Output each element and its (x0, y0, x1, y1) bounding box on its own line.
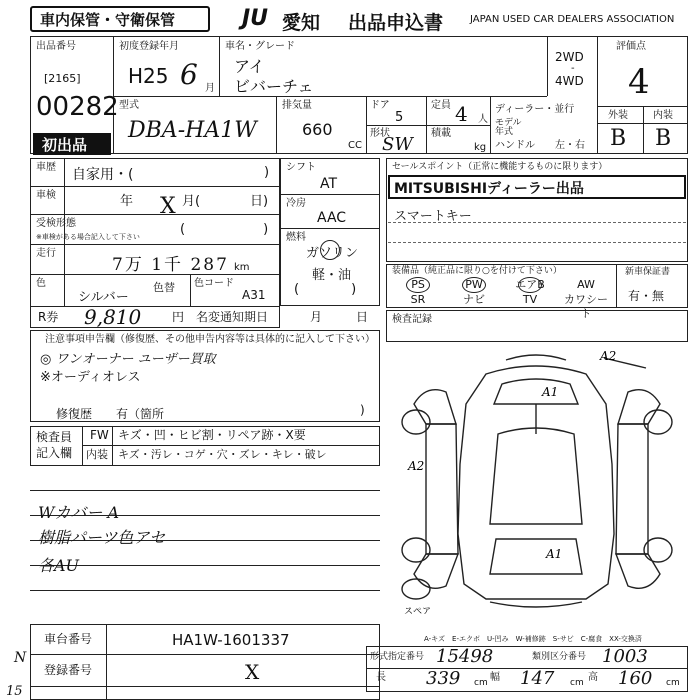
lot-number: 00282 (36, 92, 119, 122)
weight-unit: kg (474, 142, 487, 153)
equipment-item: ナビ (463, 293, 485, 306)
name-change-month: 月 (310, 310, 323, 324)
color-code-value: A31 (242, 288, 266, 302)
notes-line2: ※オーディオレス (40, 370, 141, 385)
interior-grade: B (655, 126, 672, 151)
equipment-item: SR (410, 293, 426, 306)
equipment-circle (462, 277, 486, 293)
registration-month: 6 (180, 58, 198, 91)
inspector-row2: キズ・汚レ・コゲ・穴・ズレ・キレ・破レ (118, 448, 327, 461)
score-label: 評価点 (616, 41, 646, 52)
history-frame (30, 158, 280, 328)
reg-label: 登録番号 (44, 663, 93, 677)
displacement-unit: CC (348, 140, 362, 151)
score-value: 4 (628, 62, 650, 102)
shape-value: SW (382, 134, 413, 155)
equipment-circle (518, 277, 542, 293)
mark-a2-top: A2 (600, 349, 617, 363)
color-change-label: 色替 (153, 281, 175, 294)
storage-badge-text: 車内保管・守衛保管 (40, 11, 176, 29)
chassis-label: 車台番号 (44, 632, 93, 646)
recycle-unit: 円 (172, 310, 185, 324)
inspection-record-label: 検査記録 (392, 314, 432, 325)
dealer-line3: 年式 (495, 127, 514, 137)
recycle-value: 9,810 (84, 305, 142, 329)
registration-month-unit: 月 (205, 83, 215, 94)
inspector-row2-head: 内装 (86, 448, 108, 461)
inspector-row1-head: FW (90, 428, 109, 442)
class-value: 1003 (602, 646, 648, 667)
dealer-line4: ハンドル (495, 140, 535, 151)
sales-label: セールスポイント（正常に機能するものに限ります） (392, 162, 608, 172)
fuel-label: 燃料 (286, 232, 306, 243)
mileage-value: 7万 1千 287 (112, 255, 229, 275)
model-grade: ビバーチェ (234, 77, 314, 96)
equipment-circle (406, 277, 430, 293)
len-unit: cm (474, 678, 488, 688)
inspector-label1: 検査員 (36, 430, 73, 444)
fuel-diesel: 軽・油 (312, 268, 352, 283)
capacity-label: 定員 (431, 100, 451, 111)
equipment-item: カワシート (564, 293, 608, 320)
shift-value: AT (320, 176, 338, 192)
fuel-gas: ガソリン (306, 246, 359, 261)
history-label: 車歴 (36, 162, 56, 173)
color-code-label: 色コード (194, 278, 234, 289)
equipment-item: PS (411, 278, 425, 291)
cert-value: 15498 (436, 646, 494, 667)
form-title: 出品申込書 (348, 12, 444, 34)
equipment-item: PW (465, 278, 483, 291)
mileage-unit: km (234, 262, 250, 273)
equipment-item: エアB (515, 278, 545, 291)
margin-num: 15 (6, 684, 23, 699)
history-close: ) (264, 165, 270, 180)
inspection-month: 月( (182, 194, 201, 209)
sales-line2: スマートキー (394, 209, 472, 224)
drive-4wd: 4WD (555, 74, 584, 88)
name-change-day: 日 (356, 310, 369, 324)
displacement-value: 660 (302, 120, 333, 139)
chassis-value: HA1W-1601337 (172, 631, 290, 649)
model-name: アイ (234, 57, 265, 76)
hgt-value: 160 (618, 668, 653, 689)
exterior-grade: B (610, 126, 627, 151)
lot-bracket: [2165] (44, 72, 81, 85)
receive-paren: ( ) (180, 222, 269, 237)
mark-a1-rear: A1 (546, 547, 563, 561)
inspector-label2: 記入欄 (36, 446, 73, 460)
equipment-item: AW (577, 278, 595, 291)
new-cert-label: 新車保証書 (625, 267, 671, 277)
capacity-unit: 人 (478, 114, 488, 125)
recycle-label: R券 (38, 310, 59, 324)
notes-label: 注意事項申告欄（修復歴、その他申告内容等は具体的に記入して下さい） (45, 334, 375, 345)
mark-a1-top: A1 (542, 385, 559, 399)
type-label: 型式 (119, 100, 139, 111)
hgt-label: 高 (588, 672, 598, 683)
sales-line1: MITSUBISHIディーラー出品 (394, 181, 584, 197)
equipment-label: 装備品（純正品に限り○を付けて下さい） (392, 266, 562, 276)
handwritten-line2: 樹脂パーツ色アセ (38, 528, 166, 547)
color-label: 色 (36, 278, 46, 289)
drive-2wd: 2WD (555, 50, 584, 64)
new-cert-value: 有・無 (628, 289, 665, 303)
class-label: 類別区分番号 (532, 652, 587, 662)
mark-a2-left: A2 (408, 459, 425, 473)
spare-label: スペア (404, 607, 432, 614)
inspection-year: 年 (120, 194, 134, 209)
color-value: シルバー (78, 290, 129, 305)
cert-label: 形式指定番号 (370, 652, 425, 662)
len-label: 長 (376, 672, 386, 683)
displacement-label: 排気量 (282, 100, 312, 111)
handwritten-line1: Wカバー A (38, 503, 120, 522)
exterior-label: 外装 (608, 110, 628, 121)
inspection-x: X (160, 194, 176, 219)
org-name: 愛知 (282, 12, 321, 34)
capacity-value: 4 (455, 102, 468, 126)
registration-label: 初度登録年月 (119, 41, 179, 52)
type-value: DBA-HA1W (128, 118, 257, 143)
cooling-value: AAC (317, 210, 347, 226)
weight-label: 積載 (431, 128, 451, 139)
handwritten-line3: 各AU (38, 556, 80, 575)
ju-logo: JU (242, 6, 269, 31)
drive-dash: - (571, 63, 575, 74)
fuel-paren: ( ) (294, 282, 357, 297)
cooling-label: 冷房 (286, 198, 306, 209)
doors-label: ドア (370, 100, 390, 111)
dealer-line1: ディーラー・並行 (495, 104, 575, 115)
shape-label: 形状 (370, 128, 390, 139)
first-listing-text: 初出品 (42, 136, 88, 154)
model-label: 車名・グレード (225, 41, 295, 52)
car-diagram (386, 344, 688, 614)
len-value: 339 (426, 668, 461, 689)
interior-label: 内装 (653, 110, 673, 121)
inspector-row1: キズ・凹・ヒビ割・リペア跡・X要 (118, 428, 306, 442)
lot-label: 出品番号 (36, 41, 76, 52)
dealer-line2: モデル (495, 118, 522, 128)
receive-label: 受検形態 (36, 218, 76, 229)
handle-value: 左・右 (555, 140, 585, 151)
english-title: JAPAN USED CAR DEALERS ASSOCIATION (470, 14, 675, 25)
mileage-label: 走行 (36, 248, 56, 259)
hgt-unit: cm (666, 678, 680, 688)
reg-value: X (245, 660, 260, 684)
inspection-label: 車検 (36, 190, 56, 201)
registration-era: H25 (128, 64, 169, 88)
notes-line1: ◎ ワンオーナー ユーザー買取 (40, 352, 216, 367)
name-change-label: 名変通知期日 (196, 310, 269, 324)
wid-value: 147 (520, 668, 555, 689)
shift-label: シフト (286, 162, 316, 173)
wid-unit: cm (570, 678, 584, 688)
history-value: 自家用・( (72, 167, 134, 183)
equipment-item: TV (522, 293, 538, 306)
doors-value: 5 (395, 110, 404, 125)
margin-n: N (14, 650, 27, 666)
diagram-legend: A-キズ E-エクボ U-凹み W-補修跡 S-サビ C-腐食 XX-交換済 (424, 635, 642, 643)
inspection-day: 日) (250, 194, 269, 209)
notes-repair-close: ) (360, 403, 365, 417)
wid-label: 幅 (490, 672, 500, 683)
receive-note: ※車検がある場合記入して下さい (36, 233, 140, 241)
notes-repair: 修復歴 有（箇所 (56, 407, 165, 421)
